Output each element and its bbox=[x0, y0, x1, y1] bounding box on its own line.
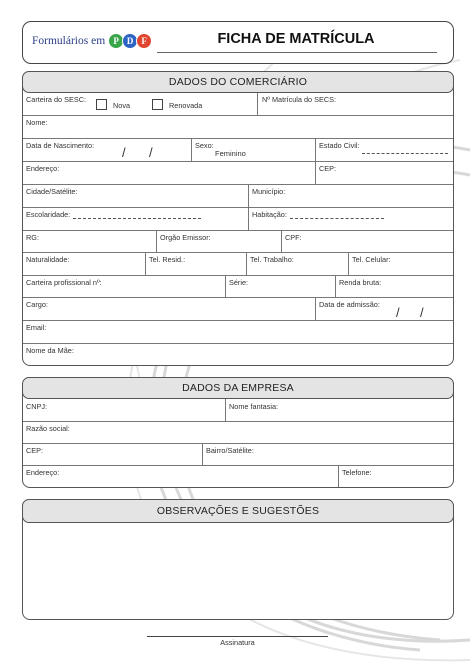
nome-field[interactable] bbox=[23, 116, 453, 138]
matricula-secs-label: Nº Matrícula do SECS: bbox=[262, 95, 337, 104]
cpf-field[interactable] bbox=[282, 231, 453, 252]
tel-celular-field[interactable] bbox=[349, 253, 453, 275]
cnpj-label: CNPJ: bbox=[26, 402, 48, 411]
tel-resid-label: Tel. Resid.: bbox=[149, 255, 186, 264]
municipio-field[interactable] bbox=[249, 185, 453, 207]
sexo-value: Feminino bbox=[215, 149, 246, 158]
rg-field[interactable] bbox=[23, 231, 156, 252]
email-label: Email: bbox=[26, 323, 47, 332]
cep-label: CEP: bbox=[319, 164, 337, 173]
date-separator: / bbox=[396, 305, 400, 320]
empresa-cep-label: CEP: bbox=[26, 446, 44, 455]
empresa-endereco-field[interactable] bbox=[23, 466, 338, 487]
renovada-label: Renovada bbox=[169, 101, 203, 110]
naturalidade-field[interactable] bbox=[23, 253, 145, 275]
nova-label: Nova bbox=[113, 101, 131, 110]
sexo-label: Sexo: bbox=[195, 141, 214, 150]
data-nascimento-label: Data de Nascimento: bbox=[26, 141, 95, 150]
tel-resid-field[interactable] bbox=[146, 253, 246, 275]
habitacao-dashes bbox=[290, 218, 384, 219]
data-admissao-label: Data de admissão: bbox=[319, 300, 380, 309]
serie-field[interactable] bbox=[226, 276, 335, 297]
estado-civil-label: Estado Civil: bbox=[319, 141, 360, 150]
title-underline bbox=[157, 52, 437, 53]
orgao-emissor-label: Orgão Emissor: bbox=[160, 233, 211, 242]
signature-line[interactable] bbox=[147, 636, 328, 637]
estado-civil-dashes bbox=[362, 153, 448, 154]
date-separator: / bbox=[122, 145, 126, 160]
cnpj-field[interactable] bbox=[23, 400, 225, 421]
cpf-label: CPF: bbox=[285, 233, 302, 242]
logo bbox=[32, 31, 152, 51]
page-title: FICHA DE MATRÍCULA bbox=[217, 31, 375, 47]
renda-bruta-field[interactable] bbox=[336, 276, 453, 297]
email-field[interactable] bbox=[23, 321, 453, 343]
endereco-field[interactable] bbox=[23, 162, 315, 184]
logo-letter-d: D bbox=[122, 33, 138, 49]
escolaridade-label: Escolaridade: bbox=[26, 210, 71, 219]
nome-fantasia-label: Nome fantasia: bbox=[229, 402, 279, 411]
logo-text: Formulários em bbox=[32, 35, 106, 47]
tel-celular-label: Tel. Celular: bbox=[352, 255, 391, 264]
bairro-field[interactable] bbox=[203, 444, 453, 465]
logo-letter-p: P bbox=[108, 33, 124, 49]
date-separator: / bbox=[149, 145, 153, 160]
escolaridade-dashes bbox=[73, 218, 201, 219]
carteira-sesc-label: Carteira do SESC: bbox=[26, 95, 87, 104]
habitacao-field[interactable] bbox=[249, 208, 453, 230]
rg-label: RG: bbox=[26, 233, 39, 242]
estado-civil-field[interactable] bbox=[316, 139, 453, 161]
carteira-sesc-field[interactable] bbox=[23, 93, 257, 115]
logo-letter-f: F bbox=[136, 33, 152, 49]
nome-label: Nome: bbox=[26, 118, 48, 127]
municipio-label: Município: bbox=[252, 187, 286, 196]
serie-label: Série: bbox=[229, 278, 249, 287]
cidade-label: Cidade/Satélite: bbox=[26, 187, 78, 196]
escolaridade-field[interactable] bbox=[23, 208, 248, 230]
naturalidade-label: Naturalidade: bbox=[26, 255, 70, 264]
renovada-checkbox[interactable] bbox=[152, 99, 163, 110]
matricula-secs-field[interactable] bbox=[258, 93, 453, 115]
signature-label: Assinatura bbox=[220, 638, 255, 647]
nome-fantasia-field[interactable] bbox=[226, 400, 453, 421]
observacoes-textarea[interactable] bbox=[23, 524, 453, 619]
telefone-label: Telefone: bbox=[342, 468, 372, 477]
endereco-label: Endereço: bbox=[26, 164, 60, 173]
section-heading-comerciario: DADOS DO COMERCIÁRIO bbox=[22, 71, 454, 93]
bairro-label: Bairro/Satélite: bbox=[206, 446, 254, 455]
carteira-profissional-field[interactable] bbox=[23, 276, 225, 297]
nome-mae-label: Nome da Mãe: bbox=[26, 346, 74, 355]
orgao-emissor-field[interactable] bbox=[157, 231, 281, 252]
cep-field[interactable] bbox=[316, 162, 453, 184]
razao-social-field[interactable] bbox=[23, 422, 453, 443]
telefone-field[interactable] bbox=[339, 466, 453, 487]
cidade-field[interactable] bbox=[23, 185, 248, 207]
tel-trabalho-field[interactable] bbox=[247, 253, 348, 275]
section-heading-empresa: DADOS DA EMPRESA bbox=[22, 377, 454, 399]
date-separator: / bbox=[420, 305, 424, 320]
nova-checkbox[interactable] bbox=[96, 99, 107, 110]
empresa-cep-field[interactable] bbox=[23, 444, 202, 465]
carteira-profissional-label: Carteira profissional nº: bbox=[26, 278, 102, 287]
data-nascimento-field[interactable] bbox=[23, 139, 191, 161]
renda-bruta-label: Renda bruta: bbox=[339, 278, 382, 287]
data-admissao-field[interactable] bbox=[316, 298, 453, 320]
cargo-field[interactable] bbox=[23, 298, 315, 320]
sexo-field[interactable] bbox=[192, 139, 315, 161]
section-heading-observacoes: OBSERVAÇÕES E SUGESTÕES bbox=[22, 499, 454, 523]
empresa-endereco-label: Endereço: bbox=[26, 468, 60, 477]
cargo-label: Cargo: bbox=[26, 300, 48, 309]
habitacao-label: Habitação: bbox=[252, 210, 287, 219]
razao-social-label: Razão social: bbox=[26, 424, 70, 433]
tel-trabalho-label: Tel. Trabalho: bbox=[250, 255, 294, 264]
nome-mae-field[interactable] bbox=[23, 344, 453, 365]
